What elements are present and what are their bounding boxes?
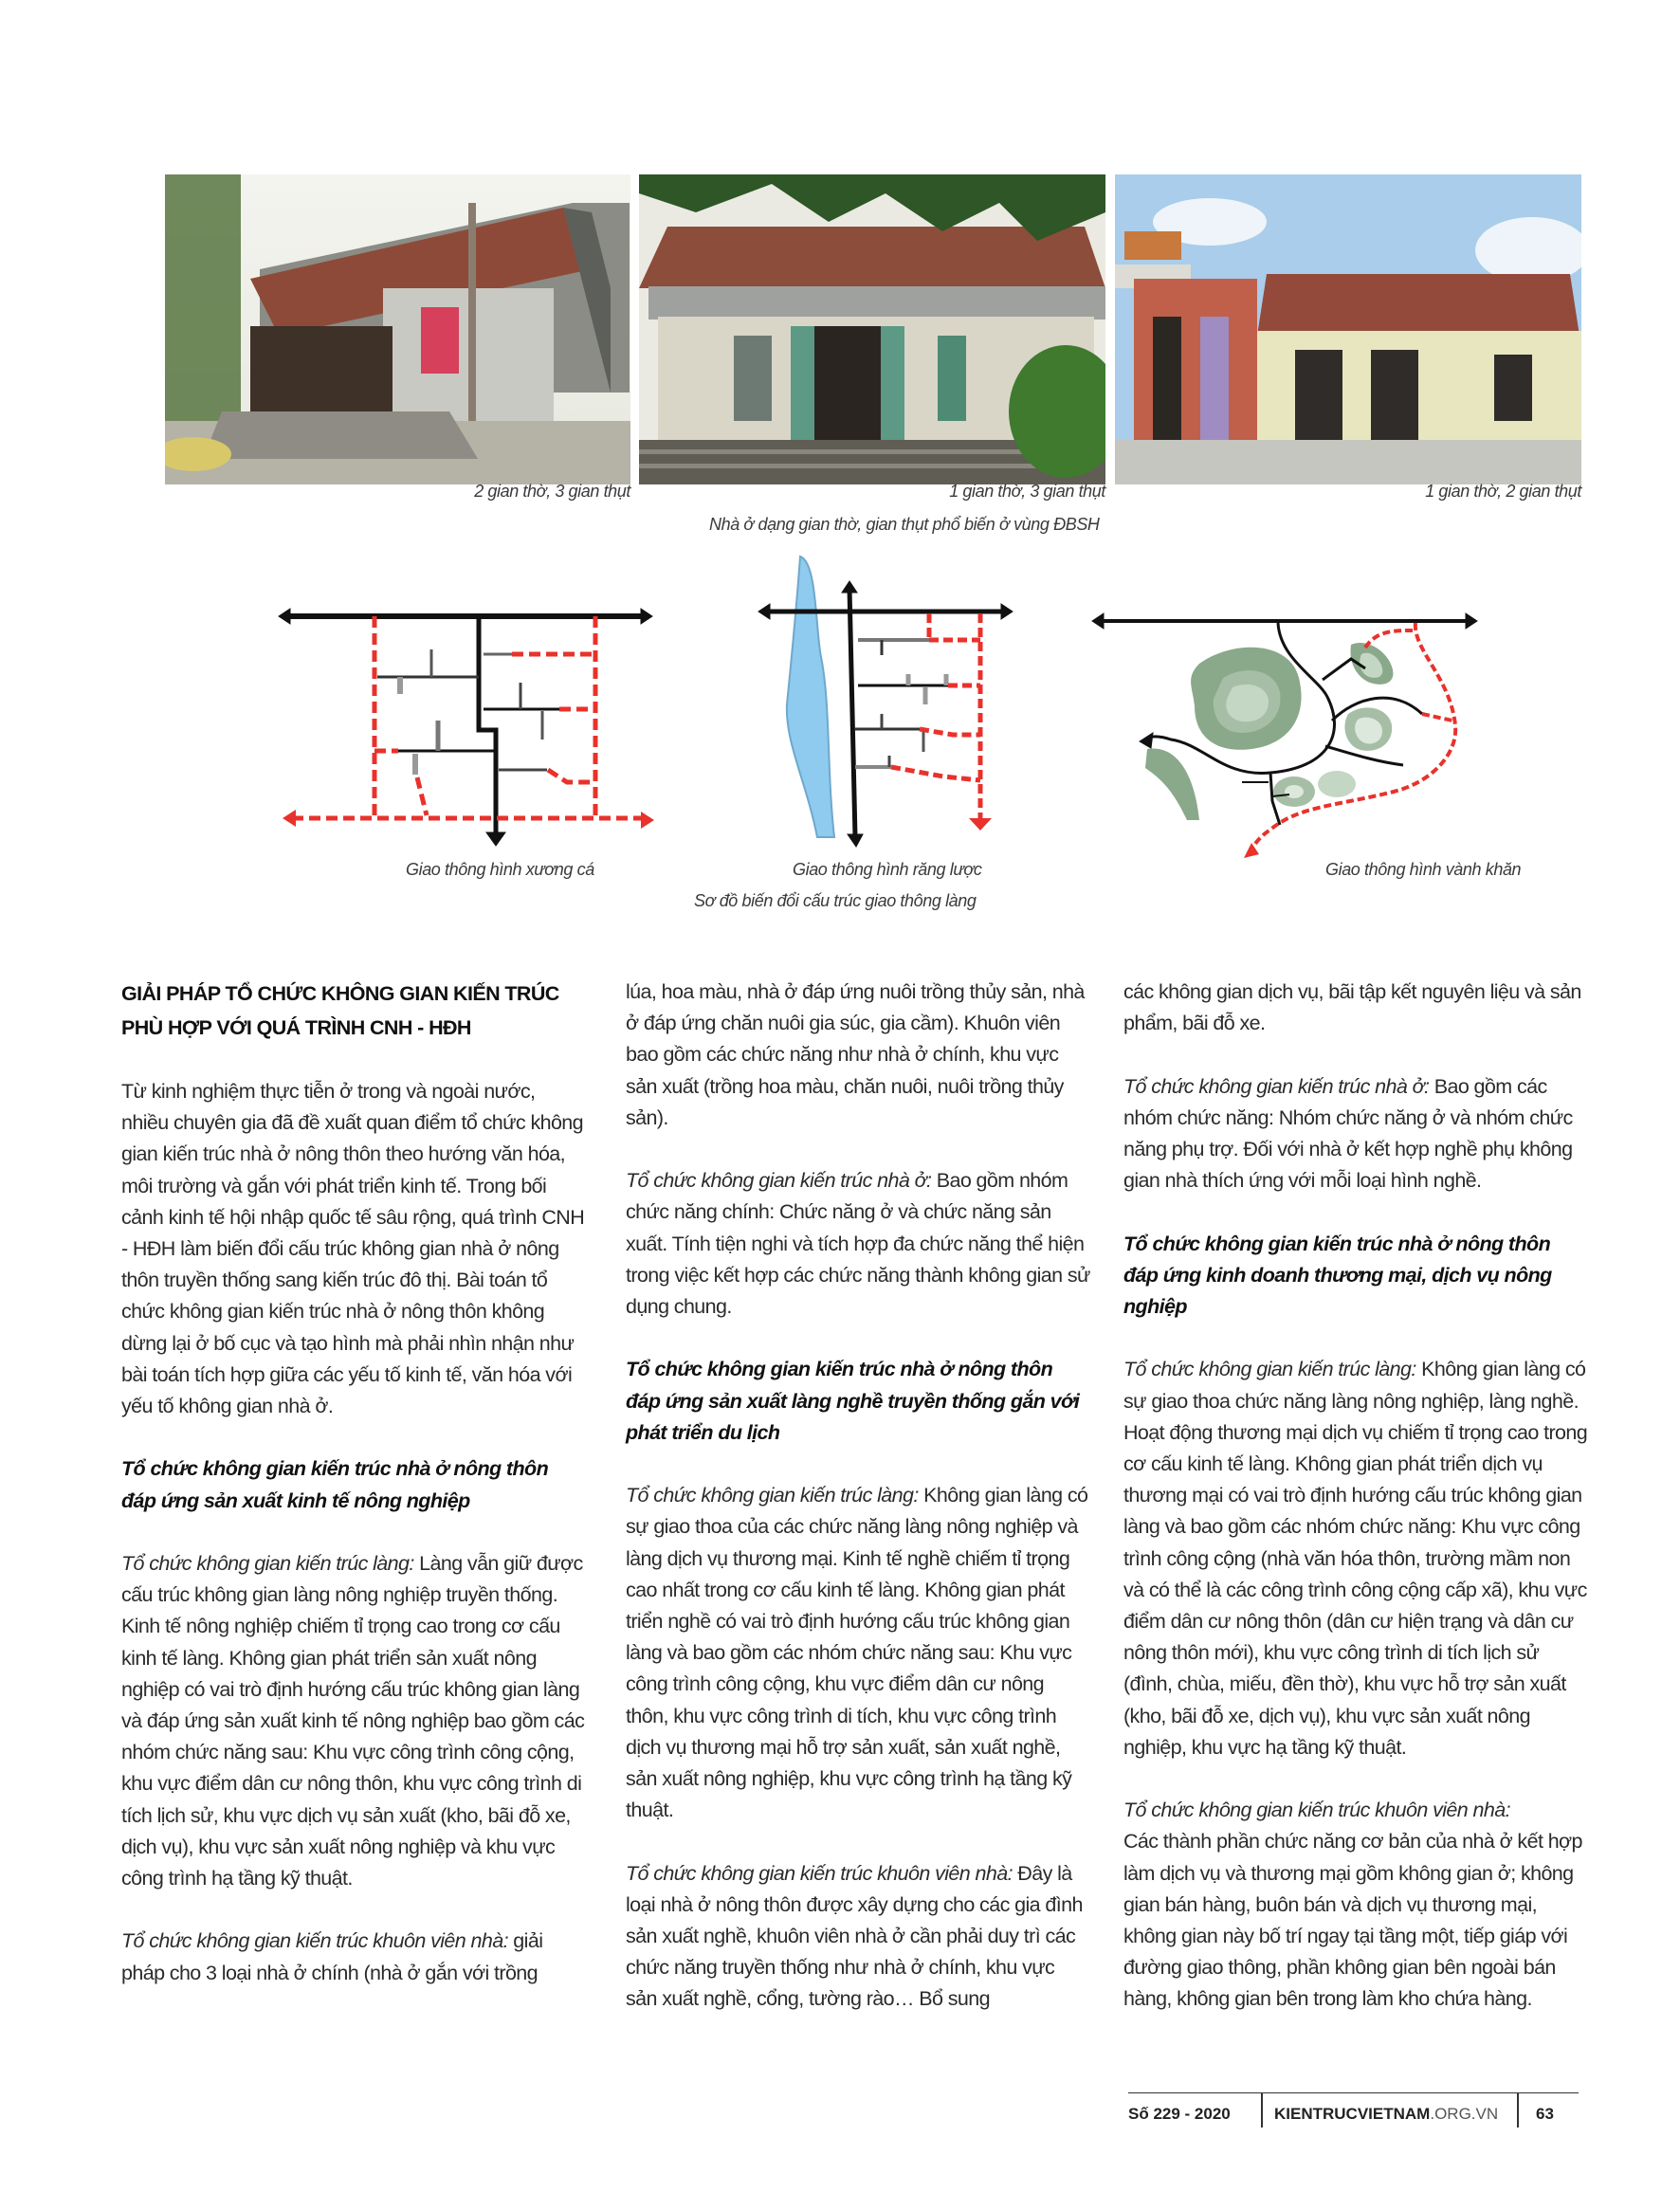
article-column-1 (121, 977, 586, 1989)
section-1-village-lead: Tổ chức không gian kiến trúc làng: (121, 1552, 414, 1576)
house-photo-icon (639, 174, 1105, 484)
site-name: KIENTRUCVIETNAM (1274, 2105, 1431, 2123)
section-1-village (121, 1548, 586, 1894)
section-3-yard (1123, 1795, 1588, 2015)
page-footer (1128, 2092, 1579, 2131)
section-3-village-lead: Tổ chức không gian kiến trúc làng: (1123, 1358, 1416, 1381)
section-2-village-text: Không gian làng có sự giao thoa của các chức năng làng nông nghiệp và làng dịch vụ thương mại. Kinh tế nghề chiếm tỉ trọng cao nhất trong cơ cấu kinh tế làng. Không gian phát triển nghề có vai trò định hướng cấu trúc không gian làng và bao gồm các nhóm chức năng sau: Khu vực công trình công cộng, khu vực điểm dân cư nông thôn, khu vực công trình di tích, khu vực công trình dịch vụ thương mại hỗ trợ sản xuất, sản xuất nghề, sản xuất nông nghiệp, khu vực công trình hạ tầng kỹ thuật. (626, 1484, 1088, 1822)
article-heading: GIẢI PHÁP TỔ CHỨC KHÔNG GIAN KIẾN TRÚC PHÙ HỢP VỚI QUÁ TRÌNH CNH - HĐH (121, 982, 559, 1039)
new-road (891, 613, 980, 818)
house-photo-icon (1115, 174, 1581, 484)
photo-house-1 (165, 174, 630, 484)
diagram-caption-1: Giao thông hình xương cá (406, 860, 594, 879)
section-1-yard-lead: Tổ chức không gian kiến trúc khuôn viên nhà: (121, 1929, 508, 1953)
section-2-yard-text-b: các không gian dịch vụ, bãi tập kết nguyên liệu và sản phẩm, bãi đỗ xe. (1123, 980, 1581, 1035)
section-2-house-text: Bao gồm các nhóm chức năng: Nhóm chức năng ở và nhóm chức năng phụ trợ. Đối với nhà ở kết hợp nghề phụ không gian nhà thích ứng với mỗi loại hình nghề. (1123, 1074, 1573, 1193)
section-2-village (626, 1480, 1090, 1826)
photos-group-caption: Nhà ở dạng gian thờ, gian thụt phổ biến ở vùng ĐBSH (709, 515, 1100, 534)
section-2-yard (626, 1858, 1090, 2016)
terrain-contours (1145, 643, 1393, 820)
new-road (292, 616, 647, 818)
section-1-village-text: Làng vẫn giữ được cấu trúc không gian làng nông nghiệp truyền thống. Kinh tế nông nghiệp chiếm tỉ trọng cao trong cơ cấu kinh tế làng. Không gian phát triển sản xuất nông nghiệp có vai trò định hướng cấu trúc không gian làng và đáp ứng sản xuất kinh tế nông nghiệp bao gồm các nhóm chức năng sau: Khu vực công trình công cộng, khu vực điểm dân cư nông thôn, khu vực công trình di tích lịch sử, khu vực dịch vụ sản xuất (kho, bãi đỗ xe, dịch vụ), khu vực sản xuất nông nghiệp và khu vực công trình hạ tầng kỹ thuật. (121, 1552, 585, 1890)
diagram-caption-2: Giao thông hình răng lược (793, 860, 982, 879)
footer-divider (1261, 2093, 1263, 2128)
section-3-title: Tổ chức không gian kiến trúc nhà ở nông thôn đáp ứng kinh doanh thương mại, dịch vụ nông nghiệp (1123, 1232, 1552, 1318)
section-1-title: Tổ chức không gian kiến trúc nhà ở nông thôn đáp ứng sản xuất kinh tế nông nghiệp (121, 1457, 549, 1512)
article-column-2 (626, 977, 1090, 2016)
section-1-house-lead: Tổ chức không gian kiến trúc nhà ở: (626, 1169, 932, 1193)
photo-house-3 (1115, 174, 1581, 484)
diagram-caption-3: Giao thông hình vành khăn (1325, 860, 1522, 879)
section-2-house (1123, 1071, 1588, 1197)
section-1-house (626, 1165, 1090, 1323)
section-3-yard-lead: Tổ chức không gian kiến trúc khuôn viên nhà: (1123, 1799, 1510, 1822)
footer-divider (1517, 2093, 1519, 2128)
section-3-yard-text: Các thành phần chức năng cơ bản của nhà ở kết hợp làm dịch vụ và thương mại gồm không gian ở; không gian bán hàng, buôn bán và dịch vụ thương mại, không gian này bố trí ngay tại tầng một, tiếp giáp với đường giao thông, phần không gian bên ngoài bán hàng, không gian bên trong làm kho chứa hàng. (1123, 1830, 1582, 2011)
photo-caption-2: 1 gian thờ, 3 gian thụt (949, 482, 1105, 501)
diagram-fishbone (275, 588, 654, 853)
section-2-house-lead: Tổ chức không gian kiến trúc nhà ở: (1123, 1074, 1430, 1098)
article-column-3 (1123, 977, 1588, 2016)
section-3-village (1123, 1354, 1588, 1763)
section-2-title: Tổ chức không gian kiến trúc nhà ở nông thôn đáp ứng sản xuất làng nghề truyền thống gắn với phát triển du lịch (626, 1358, 1080, 1444)
site-link[interactable] (1274, 2105, 1498, 2124)
section-3-village-text: Không gian làng có sự giao thoa chức năng làng nông nghiệp, làng nghề. Hoạt động thương mại dịch vụ chiếm tỉ trọng cao trong cơ cấu kinh tế làng. Không gian phát triển dịch vụ thương mại có vai trò định hướng cấu trúc không gian làng và bao gồm các nhóm chức năng: Khu vực công trình công cộng (nhà văn hóa thôn, trường mầm non và có thể là các công trình công cộng cấp xã), khu vực điểm dân cư nông thôn (dân cư hiện trạng và dân cư nông thôn mới), khu vực công trình di tích lịch sử (đình, chùa, miếu, đền thờ), khu vực hỗ trợ sản xuất (kho, bãi đỗ xe, dịch vụ), khu vực sản xuất nông nghiệp, khu vực hạ tầng kỹ thuật. (1123, 1358, 1588, 1759)
diagram-ring (1081, 593, 1498, 858)
page-number: 63 (1536, 2105, 1554, 2123)
site-domain: .ORG.VN (1430, 2105, 1499, 2123)
section-1-house-text: Bao gồm nhóm chức năng chính: Chức năng ở và chức năng sản xuất. Tính tiện nghi và tích hợp đa chức năng thể hiện trong việc kết hợp các chức năng thành không gian sử dụng chung. (626, 1169, 1090, 1319)
section-2-village-lead: Tổ chức không gian kiến trúc làng: (626, 1484, 919, 1507)
section-2-yard-text-a: Đây là loại nhà ở nông thôn được xây dựng cho các gia đình sản xuất nghề, khuôn viên nhà ở cần phải duy trì các chức năng truyền thống như nhà ở chính, khu vực sản xuất nghề, cổng, tường rào… Bổ sung (626, 1861, 1083, 2011)
article-intro: Từ kinh nghiệm thực tiễn ở trong và ngoài nước, nhiều chuyên gia đã đề xuất quan điểm tổ chức không gian kiến trúc nhà ở nông thôn theo hướng văn hóa, môi trường và gắn với phát triển kinh tế. Trong bối cảnh kinh tế hội nhập quốc tế sâu rộng, quá trình CNH - HĐH làm biến đổi cấu trúc không gian nhà ở nông thôn truyền thống sang kiến trúc đô thị. Bài toán tổ chức không gian kiến trúc nhà ở nông thôn không dừng lại ở bố cục và tạo hình mà phải nhìn nhận như bài toán tích hợp giữa các yếu tố kinh tế, văn hóa với yếu tố không gian nhà ở. (121, 1080, 585, 1418)
section-1-yard-text-b: lúa, hoa màu, nhà ở đáp ứng nuôi trồng thủy sản, nhà ở đáp ứng chăn nuôi gia súc, gia cầm). Khuôn viên bao gồm các chức năng như nhà ở chính, khu vực sản xuất (trồng hoa màu, chăn nuôi, nuôi trồng thủy sản). (626, 980, 1085, 1129)
section-2-yard-lead: Tổ chức không gian kiến trúc khuôn viên nhà: (626, 1861, 1013, 1885)
river-shape (787, 557, 834, 837)
house-photo-icon (165, 174, 630, 484)
photo-house-2 (639, 174, 1105, 484)
issue-number: Số 229 - 2020 (1128, 2105, 1231, 2123)
photo-caption-1: 2 gian thờ, 3 gian thụt (474, 482, 630, 501)
diagrams-group-caption: Sơ đồ biến đổi cấu trúc giao thông làng (694, 891, 977, 910)
diagram-comb (749, 553, 1014, 854)
section-1-yard (121, 1926, 586, 1988)
section-1-yard-text-a: giải pháp cho 3 loại nhà ở chính (nhà ở gắn với trồng (121, 1929, 543, 1984)
photo-caption-3: 1 gian thờ, 2 gian thụt (1425, 482, 1581, 501)
